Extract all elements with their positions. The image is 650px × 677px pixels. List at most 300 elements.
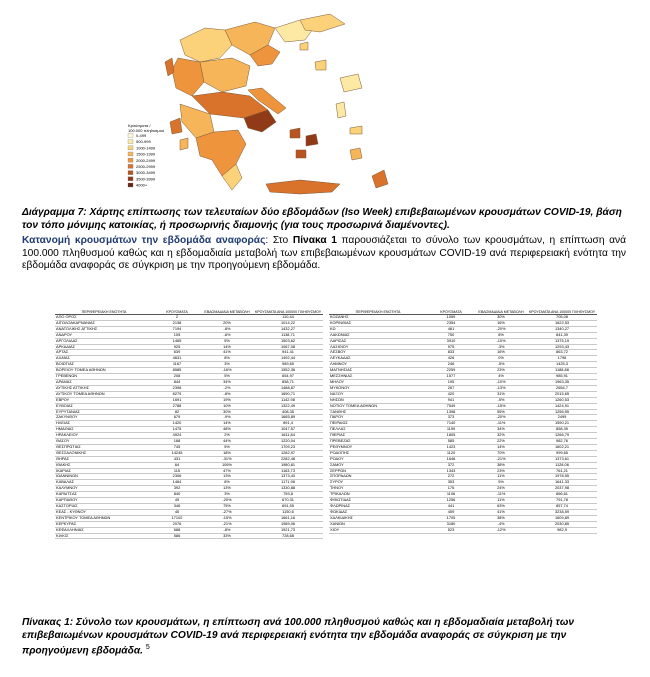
table-cell: 975 bbox=[427, 344, 475, 350]
paragraph-heading: Κατανομή κρουσμάτων την εβδομάδα αναφοράς bbox=[22, 235, 266, 246]
region-crete bbox=[266, 180, 340, 194]
table-cell: 33% bbox=[201, 533, 253, 539]
table-cell: 38% bbox=[475, 462, 527, 468]
table-cell: 863,72 bbox=[527, 350, 597, 356]
table-cell: 30% bbox=[475, 315, 527, 321]
table-cell: 1602,21 bbox=[527, 444, 597, 450]
table-cell: -8% bbox=[201, 326, 253, 332]
table-cell: 1199 bbox=[427, 427, 475, 433]
table-cell: ΝΑΞΟΥ bbox=[329, 391, 427, 397]
table-cell: 8% bbox=[201, 480, 253, 486]
table-cell: ΓΡΕΒΕΝΩΝ bbox=[55, 374, 153, 380]
table-cell: -16% bbox=[201, 368, 253, 374]
table-cell: -31% bbox=[201, 456, 253, 462]
legend-title: 100.000 πληθυσμού bbox=[128, 128, 165, 133]
table-cell: -8% bbox=[201, 391, 253, 397]
table-cell: 1488,87 bbox=[253, 385, 323, 391]
legend-label: 0-499 bbox=[136, 133, 147, 138]
table-cell: 1424,91 bbox=[527, 403, 597, 409]
legend-label: 500-999 bbox=[136, 139, 151, 145]
table-cell: 5% bbox=[201, 338, 253, 344]
table-cell: 2076 bbox=[153, 521, 201, 527]
table-cell: 841,39 bbox=[527, 332, 597, 338]
table-cell: ΠΡΕΒΕΖΑΣ bbox=[329, 439, 427, 445]
table-cell: 13% bbox=[201, 474, 253, 480]
table-cell: ΑΡΤΑΣ bbox=[55, 350, 153, 356]
region-epirus bbox=[172, 58, 204, 96]
table-cell: 1709,23 bbox=[253, 444, 323, 450]
table-cell: 7140 bbox=[427, 421, 475, 427]
table-cell: ΝΗΣΩΝ bbox=[329, 397, 427, 403]
legend-label: 1000-1499 bbox=[136, 145, 156, 151]
legend-swatch bbox=[128, 146, 133, 150]
table-cell: ΘΑΣΟΥ bbox=[55, 439, 153, 445]
table-cell: ΦΘΙΩΤΙΔΑΣ bbox=[329, 498, 427, 504]
table-cell: 1423 bbox=[427, 444, 475, 450]
table-cell: 1577 bbox=[427, 374, 475, 380]
region-west-macedonia bbox=[180, 28, 232, 62]
region-peloponnese bbox=[196, 130, 246, 176]
table-cell: 8585 bbox=[153, 368, 201, 374]
table-cell: 1330,88 bbox=[253, 486, 323, 492]
table-cell: 1106 bbox=[427, 492, 475, 498]
table-cell: ΝΟΤΙΟΥ ΤΟΜΕΑ ΑΘΗΝΩΝ bbox=[329, 403, 427, 409]
table-cell: 49 bbox=[153, 498, 201, 504]
table-cell: 16% bbox=[475, 320, 527, 326]
table-cell: ΛΑΡΙΣΑΣ bbox=[329, 338, 427, 344]
map-caption: Διάγραμμα 7: Χάρτης επίπτωσης των τελευταίων δύο εβδομάδων (Iso Week) επιβεβαιωμένων κρουσμάτων COVID-19, βάση τον τόπο μόνιμης κατοικίας, ή προσωρινής διαμονής (για τους προσωρινά διαμένοντες). bbox=[22, 207, 622, 231]
table-header-cell: ΚΡΟΥΣΜΑΤΑ bbox=[427, 300, 475, 315]
table-cell: ΕΥΡΥΤΑΝΙΑΣ bbox=[55, 409, 153, 415]
table-cell: 64 bbox=[153, 462, 201, 468]
table-cell: 75% bbox=[201, 504, 253, 510]
table-cell: ΔΥΤΙΚΗΣ ΑΤΤΙΚΗΣ bbox=[55, 385, 153, 391]
table-cell: 1266,79 bbox=[527, 433, 597, 439]
table-cell: 63% bbox=[475, 504, 527, 510]
table-header-cell: ΕΒΔΟΜΑΔΙΑΙΑ ΜΕΤΑΒΟΛΗ bbox=[201, 300, 253, 315]
table-cell: ΔΡΑΜΑΣ bbox=[55, 379, 153, 385]
table-cell: 1340,27 bbox=[527, 326, 597, 332]
table-cell: 2037,98 bbox=[527, 486, 597, 492]
table-header-row bbox=[329, 300, 597, 315]
cases-table-right bbox=[329, 300, 597, 534]
table-cell: 840 bbox=[153, 492, 201, 498]
table-cell: ΡΟΔΟΠΗΣ bbox=[329, 450, 427, 456]
table-cell: 5% bbox=[201, 444, 253, 450]
table-cell: 925 bbox=[153, 344, 201, 350]
table-cell: ΚΕΡΚΥΡΑΣ bbox=[55, 521, 153, 527]
mainland-regions bbox=[172, 14, 345, 190]
region-chios bbox=[336, 102, 346, 118]
table-cell: ΑΧΑΪΑΣ bbox=[55, 356, 153, 362]
table-cell: 1989,06 bbox=[253, 521, 323, 527]
table-cell: 688 bbox=[153, 527, 201, 533]
table-cell: 1609,89 bbox=[527, 515, 597, 521]
region-thasos bbox=[300, 42, 308, 50]
table-cell: -20% bbox=[201, 498, 253, 504]
table-cell: ΠΙΕΡΙΑΣ bbox=[329, 433, 427, 439]
table-cell: ΕΥΒΟΙΑΣ bbox=[55, 403, 153, 409]
region-samos bbox=[350, 126, 362, 134]
table-cell: ΚΕΦΑΛΛΗΝΙΑΣ bbox=[55, 527, 153, 533]
map-legend bbox=[128, 123, 164, 188]
table-cell: 891,4 bbox=[253, 421, 323, 427]
table-cell: ΚΩ bbox=[329, 326, 427, 332]
table-cell: 44% bbox=[201, 439, 253, 445]
table-cell: ΠΕΛΛΑΣ bbox=[329, 427, 427, 433]
table-cell: 1465 bbox=[153, 338, 201, 344]
intro-paragraph bbox=[22, 235, 626, 273]
table-header-cell: ΠΕΡΙΦΕΡΕΙΑΚΗ ΕΝΟΤΗΤΑ bbox=[55, 300, 153, 315]
table-cell: -11% bbox=[475, 421, 527, 427]
table-cell: ΣΥΡΟΥ bbox=[329, 480, 427, 486]
table-cell: 1475 bbox=[153, 427, 201, 433]
table-cell: 11% bbox=[475, 498, 527, 504]
table-cell: 2306 bbox=[153, 474, 201, 480]
table-cell: 670,31 bbox=[253, 498, 323, 504]
region-cyclades-2 bbox=[306, 134, 318, 146]
table-cell: ΘΗΡΑΣ bbox=[55, 456, 153, 462]
table-cell: 372 bbox=[427, 462, 475, 468]
table-cell: 1690,71 bbox=[253, 391, 323, 397]
table-cell: 982,9 bbox=[527, 527, 597, 533]
table-cell: ΞΑΝΘΗΣ bbox=[329, 409, 427, 415]
table-cell: -5% bbox=[475, 362, 527, 368]
table-cell: ΛΕΣΒΟΥ bbox=[329, 350, 427, 356]
table-cell: 13% bbox=[201, 486, 253, 492]
table-cell: 168 bbox=[153, 439, 201, 445]
table-row bbox=[329, 527, 597, 533]
paragraph-text-a: : Στο bbox=[265, 235, 293, 246]
table-cell: ΚΕΑΣ - ΚΥΘΝΟΥ bbox=[55, 509, 153, 515]
table-cell: 8% bbox=[201, 356, 253, 362]
table-cell: -10% bbox=[475, 338, 527, 344]
table-cell: 1552,36 bbox=[253, 368, 323, 374]
table-cell: ΒΟΡΕΙΟΥ ΤΟΜΕΑ ΑΘΗΝΩΝ bbox=[55, 368, 153, 374]
table-cell: 38% bbox=[475, 515, 527, 521]
table-cell: 3910 bbox=[427, 338, 475, 344]
table-cell: 0% bbox=[475, 356, 527, 362]
incidence-map bbox=[0, 0, 650, 200]
table-cell: 1256 bbox=[427, 498, 475, 504]
table-cell: 1322,49 bbox=[253, 403, 323, 409]
region-lesvos bbox=[340, 74, 362, 92]
table-cell: ΗΡΑΚΛΕΙΟΥ bbox=[55, 433, 153, 439]
table-cell: ΜΗΛΟΥ bbox=[329, 379, 427, 385]
table-cell: 208 bbox=[153, 374, 201, 380]
table-cell: ΚΟΡΙΝΘΙΑΣ bbox=[329, 320, 427, 326]
table-cell: ΑΡΓΟΛΙΔΑΣ bbox=[55, 338, 153, 344]
table-cell: 4631 bbox=[153, 356, 201, 362]
table-cell: 982,76 bbox=[527, 439, 597, 445]
table-cell: 14245 bbox=[153, 450, 201, 456]
table-cell: 750 bbox=[427, 332, 475, 338]
table-cell: -20% bbox=[475, 415, 527, 421]
table-cell: 1425,3 bbox=[527, 362, 597, 368]
table-cell: 41% bbox=[201, 350, 253, 356]
table-cell: 1282,97 bbox=[253, 450, 323, 456]
table-cell: 441 bbox=[427, 504, 475, 510]
table-cell: 728,68 bbox=[253, 533, 323, 539]
table-cell: 10% bbox=[201, 403, 253, 409]
legend-swatch bbox=[128, 152, 133, 156]
table-cell: ΜΕΣΣΗΝΙΑΣ bbox=[329, 374, 427, 380]
table-cell: 70% bbox=[475, 450, 527, 456]
table-cell: ΚΑΣΤΟΡΙΑΣ bbox=[55, 504, 153, 510]
legend-label: 3000-3499 bbox=[136, 170, 156, 176]
table-cell: 2499 bbox=[527, 415, 597, 421]
region-dodecanese-1 bbox=[350, 148, 362, 160]
table-cell: ΡΕΘΥΜΝΟΥ bbox=[329, 444, 427, 450]
table-cell: 679 bbox=[153, 415, 201, 421]
legend-swatch bbox=[128, 133, 133, 137]
table-cell: ΕΒΡΟΥ bbox=[55, 397, 153, 403]
table-cell: 2398 bbox=[153, 385, 201, 391]
table-cell: 3% bbox=[201, 492, 253, 498]
region-cyclades-3 bbox=[296, 150, 306, 158]
legend-label: 1500-1999 bbox=[136, 151, 156, 157]
table-cell: ΘΕΣΠΡΩΤΙΑΣ bbox=[55, 444, 153, 450]
table-cell: 30% bbox=[201, 409, 253, 415]
legend-swatch bbox=[128, 171, 133, 175]
table-cell: -12% bbox=[475, 527, 527, 533]
legend-label: 4000+ bbox=[136, 182, 148, 188]
table-cell: -21% bbox=[201, 521, 253, 527]
table-cell: 866,61 bbox=[527, 492, 597, 498]
table-cell: ΜΑΓΝΗΣΙΑΣ bbox=[329, 368, 427, 374]
table-cell: 1188,88 bbox=[527, 368, 597, 374]
legend-swatch bbox=[128, 140, 133, 144]
legend-swatch bbox=[128, 177, 133, 181]
table-cell: ΠΕΙΡΑΙΩΣ bbox=[329, 421, 427, 427]
table-cell: 705,08 bbox=[527, 315, 597, 321]
table-cell: 420 bbox=[427, 391, 475, 397]
table-cell: 3180 bbox=[427, 521, 475, 527]
table-cell: ΑΝΔΡΟΥ bbox=[55, 332, 153, 338]
table-cell: 41% bbox=[475, 509, 527, 515]
table-header-cell: ΚΡΟΥΣΜΑΤΑ ΑΝΑ 100000 ΠΛΗΘΥΣΜΟΥ bbox=[253, 300, 323, 315]
table-cell: 392 bbox=[153, 486, 201, 492]
table-cell: 1014,22 bbox=[253, 320, 323, 326]
table-cell: 833 bbox=[427, 350, 475, 356]
table-cell: 20% bbox=[201, 320, 253, 326]
table-cell: 1260,53 bbox=[527, 397, 597, 403]
table-cell: ΣΑΜΟΥ bbox=[329, 462, 427, 468]
table-cell: -4% bbox=[475, 521, 527, 527]
table-cell: 1963,35 bbox=[527, 379, 597, 385]
table-cell: 431 bbox=[153, 456, 201, 462]
table-cell: -5% bbox=[475, 397, 527, 403]
table-cell: 585 bbox=[427, 439, 475, 445]
table-cell: 31% bbox=[475, 391, 527, 397]
table-cell: ΧΙΟΥ bbox=[329, 527, 427, 533]
table-cell: 1375,19 bbox=[527, 338, 597, 344]
table-cell: 3238,59 bbox=[527, 509, 597, 515]
region-kefalonia bbox=[170, 118, 182, 134]
table-cell: 1691 bbox=[153, 397, 201, 403]
table-cell: 2282,48 bbox=[253, 456, 323, 462]
table-cell: 2015,65 bbox=[527, 391, 597, 397]
table-cell: -27% bbox=[201, 509, 253, 515]
table-cell: ΛΑΚΩΝΙΑΣ bbox=[329, 332, 427, 338]
table-cell: 4% bbox=[475, 374, 527, 380]
table-cell: ΘΕΣΣΑΛΟΝΙΚΗΣ bbox=[55, 450, 153, 456]
table-cell: 5% bbox=[201, 374, 253, 380]
table-cell: ΜΥΚΟΝΟΥ bbox=[329, 385, 427, 391]
cases-table bbox=[55, 300, 595, 564]
table-cell: 24% bbox=[475, 486, 527, 492]
table-cell: ΚΕΝΤΡΙΚΟΥ ΤΟΜΕΑ ΑΘΗΝΩΝ bbox=[55, 515, 153, 521]
table-cell: 2030,85 bbox=[527, 521, 597, 527]
table-cell: 1220,04 bbox=[253, 439, 323, 445]
table-cell: ΤΗΝΟΥ bbox=[329, 486, 427, 492]
table-cell: ΑΡΚΑΔΙΑΣ bbox=[55, 344, 153, 350]
table-cell: 461 bbox=[427, 326, 475, 332]
table-cell: 1665,89 bbox=[253, 415, 323, 421]
table-cell: 1167 bbox=[153, 362, 201, 368]
table-cell: ΛΗΜΝΟΥ bbox=[329, 362, 427, 368]
table-cell: 857,74 bbox=[527, 504, 597, 510]
table-cell: ΙΚΑΡΙΑΣ bbox=[55, 468, 153, 474]
table-cell: 791,78 bbox=[527, 498, 597, 504]
region-lemnos bbox=[315, 60, 326, 70]
table-cell: ΙΩΑΝΝΙΝΩΝ bbox=[55, 474, 153, 480]
table-cell: 761,21 bbox=[527, 468, 597, 474]
table-cell: 55% bbox=[475, 409, 527, 415]
legend-label: 2500-2999 bbox=[136, 164, 156, 169]
table-cell: 17102 bbox=[153, 515, 201, 521]
table-cell: 1641,33 bbox=[527, 480, 597, 486]
table-cell: 105 bbox=[153, 332, 201, 338]
table-cell: 23% bbox=[475, 468, 527, 474]
table-caption bbox=[22, 617, 626, 658]
table-cell: 691,55 bbox=[253, 504, 323, 510]
table-cell: ΚΙΛΚΙΣ bbox=[55, 533, 153, 539]
aegean-islands bbox=[266, 42, 388, 194]
table-cell: 1798 bbox=[527, 356, 597, 362]
region-rhodes bbox=[372, 170, 388, 188]
paragraph-table-ref: Πίνακα 1 bbox=[292, 235, 337, 246]
table-cell: 110,44 bbox=[253, 315, 323, 321]
table-cell: ΙΘΑΚΗΣ bbox=[55, 462, 153, 468]
table-cell: 1067,08 bbox=[253, 344, 323, 350]
table-cell: ΣΕΡΡΩΝ bbox=[329, 468, 427, 474]
table-cell: 4924 bbox=[153, 433, 201, 439]
table-cell: 23% bbox=[475, 368, 527, 374]
paragraph-text-b: παρουσιάζεται το σύνολο των κρουσμάτων, η επίπτωση ανά 100.000 πληθυσμού καθώς και η εβδομαδιαία μεταβολή των επιβεβαιωμένων κρουσμάτων COVID-19 ανά περιφερειακή ενότητα την εβδομάδα αναφοράς σε σύγκριση με την προηγούμενη εβδομάδα. bbox=[22, 235, 627, 272]
legend-label: 3500-3999 bbox=[136, 176, 156, 182]
table-cell: 1373,61 bbox=[527, 456, 597, 462]
table-cell: 459 bbox=[427, 509, 475, 515]
table-cell: -2% bbox=[201, 385, 253, 391]
table-caption-text: Πίνακας 1: Σύνολο των κρουσμάτων, η επίπτωση ανά 100.000 πληθυσμού καθώς και η εβδομαδιαία μεταβολή των επιβεβαιωμένων κρουσμάτων COVID-19 ανά περιφερειακή ενότητα την εβδομάδα αναφοράς σε σύγκριση με την προηγούμενη εβδομάδα. bbox=[22, 617, 575, 657]
table-cell: 1150,6 bbox=[253, 509, 323, 515]
table-cell: 1120 bbox=[427, 450, 475, 456]
table-cell: 7549 bbox=[427, 403, 475, 409]
table-cell: 2259 bbox=[427, 368, 475, 374]
table-cell: 1503,62 bbox=[253, 338, 323, 344]
cases-table-left bbox=[55, 300, 323, 539]
table-cell: 639 bbox=[153, 350, 201, 356]
table-cell: 22% bbox=[475, 439, 527, 445]
table-cell: ΒΟΙΩΤΙΑΣ bbox=[55, 362, 153, 368]
table-cell: 353 bbox=[427, 480, 475, 486]
table-cell: 346 bbox=[153, 504, 201, 510]
table-cell: 176 bbox=[427, 486, 475, 492]
legend-swatch bbox=[128, 158, 133, 162]
table-cell: 1661,16 bbox=[253, 515, 323, 521]
table-cell: 272 bbox=[427, 474, 475, 480]
table-cell: 1980,81 bbox=[253, 462, 323, 468]
table-cell: 408,35 bbox=[253, 409, 323, 415]
table-cell: ΑΝΑΤΟΛΙΚΗΣ ΑΤΤΙΚΗΣ bbox=[55, 326, 153, 332]
table-cell: 1611,84 bbox=[253, 433, 323, 439]
table-cell: 11% bbox=[475, 474, 527, 480]
table-cell: 1171,98 bbox=[253, 480, 323, 486]
legend-swatch bbox=[128, 183, 133, 187]
legend-swatch bbox=[128, 164, 133, 168]
table-cell: 1432,27 bbox=[253, 326, 323, 332]
table-cell: ΠΑΡΟΥ bbox=[329, 415, 427, 421]
table-cell: 2354 bbox=[427, 320, 475, 326]
table-cell: ΚΑΡΠΑΘΟΥ bbox=[55, 498, 153, 504]
table-cell: 18% bbox=[201, 450, 253, 456]
table-header-row bbox=[55, 300, 323, 315]
table-cell: 745 bbox=[153, 444, 201, 450]
table-cell: 941 bbox=[427, 397, 475, 403]
table-cell: -15% bbox=[201, 515, 253, 521]
table-cell: 1128,06 bbox=[527, 462, 597, 468]
table-cell: 48% bbox=[201, 427, 253, 433]
table-cell: ΧΑΝΙΩΝ bbox=[329, 521, 427, 527]
table-cell: 1646 bbox=[427, 456, 475, 462]
table-cell: 2 bbox=[153, 315, 201, 321]
table-cell: ΚΑΡΔΙΤΣΑΣ bbox=[55, 492, 153, 498]
table-cell: 426 bbox=[427, 356, 475, 362]
table-cell: 1047,57 bbox=[253, 427, 323, 433]
table-cell: 999,65 bbox=[527, 450, 597, 456]
table-cell: 3% bbox=[201, 362, 253, 368]
table-cell: 115 bbox=[153, 468, 201, 474]
table-cell: -10% bbox=[475, 379, 527, 385]
table-cell: ΗΛΕΙΑΣ bbox=[55, 421, 153, 427]
table-cell: 47% bbox=[201, 468, 253, 474]
table-cell: 45 bbox=[153, 509, 201, 515]
table-cell: 1622,53 bbox=[527, 320, 597, 326]
table-cell: 2% bbox=[201, 433, 253, 439]
table-cell: 1978,55 bbox=[527, 474, 597, 480]
table-cell: 654,97 bbox=[253, 374, 323, 380]
table-cell: -11% bbox=[475, 492, 527, 498]
table-cell: 858,39 bbox=[527, 427, 597, 433]
table-cell: 82 bbox=[153, 409, 201, 415]
region-thessaly bbox=[200, 58, 250, 92]
table-cell: 586 bbox=[153, 533, 201, 539]
table-cell: -9% bbox=[201, 415, 253, 421]
region-cyclades-1 bbox=[290, 128, 300, 138]
table-cell: 267 bbox=[427, 385, 475, 391]
table-cell: 1705 bbox=[427, 515, 475, 521]
table-cell: ΗΜΑΘΙΑΣ bbox=[55, 427, 153, 433]
table-cell: 14% bbox=[475, 444, 527, 450]
table-header-cell: ΠΕΡΙΦΕΡΕΙΑΚΗ ΕΝΟΤΗΤΑ bbox=[329, 300, 427, 315]
table-header-cell: ΚΡΟΥΣΜΑΤΑ ΑΝΑ 100000 ΠΛΗΘΥΣΜΟΥ bbox=[527, 300, 597, 315]
table-cell: ΖΑΚΥΝΘΟΥ bbox=[55, 415, 153, 421]
table-cell: 16% bbox=[475, 350, 527, 356]
table-cell: 523 bbox=[427, 527, 475, 533]
table-cell: 32% bbox=[475, 433, 527, 439]
table-cell: 1343 bbox=[427, 468, 475, 474]
